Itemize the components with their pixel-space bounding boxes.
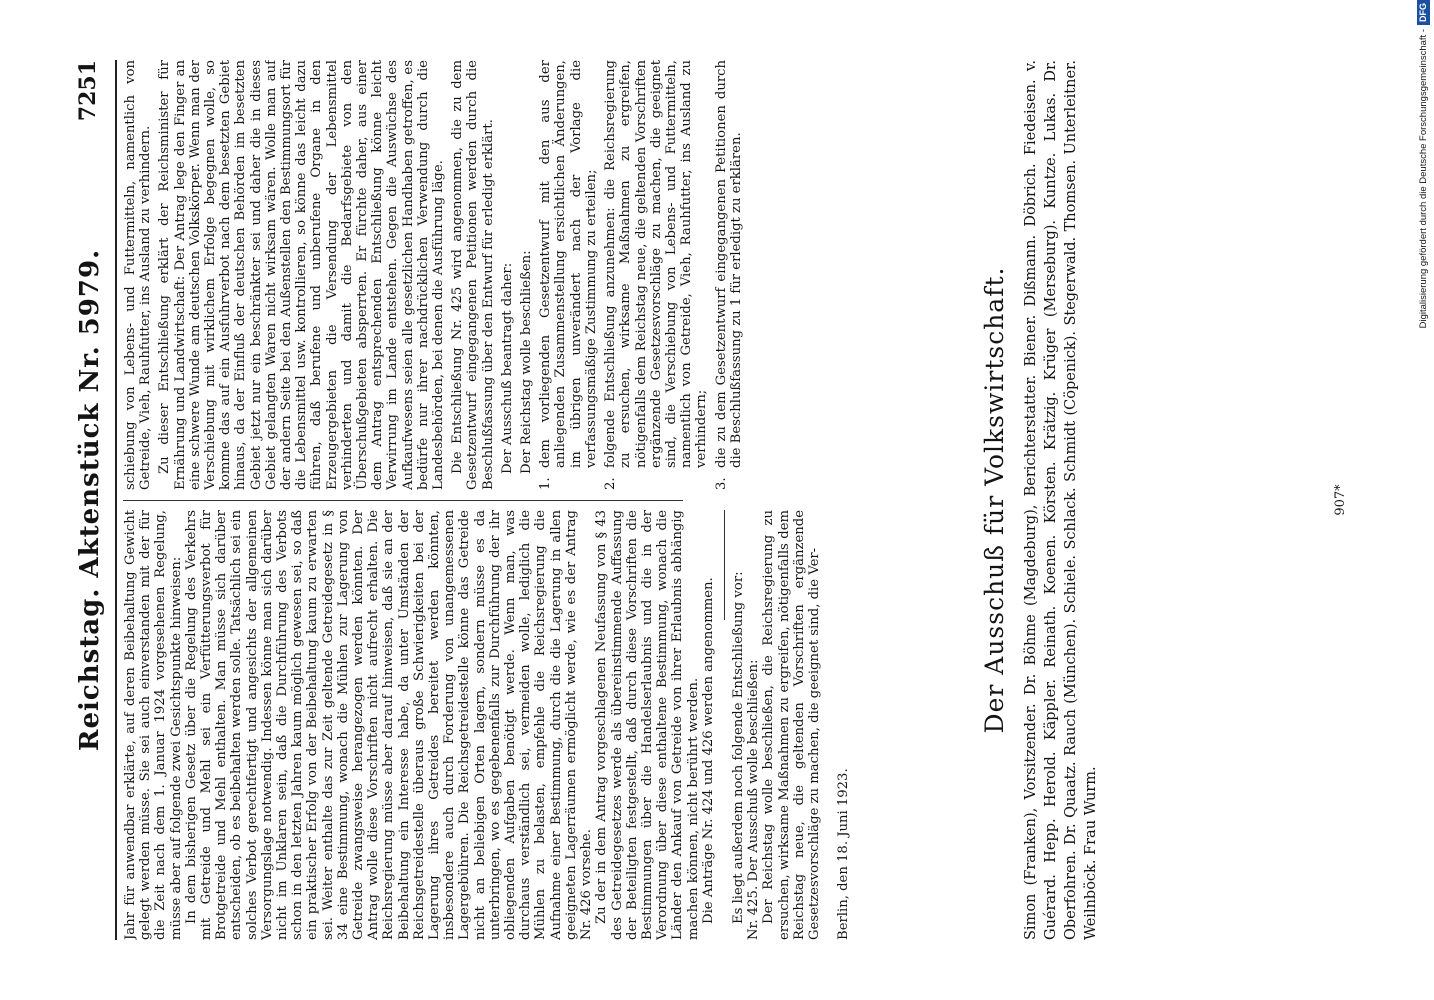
digitization-credit	[1414, 0, 1434, 1000]
date-line: Berlin, den 18. Juni 1923.	[836, 768, 852, 940]
motion-text: Der Reichstag wolle beschließen, die Reichsregierung zu ersuchen, wirksame Maßnahmen zu ergreifen, nötigenfalls dem Reichstag neue, die geltenden Vorschriften ergänzende Gesetzesvorschläge zu machen, die geeignet sind, die Ver-	[761, 510, 822, 940]
item-text: folgende Entschließung anzunehmen: die Reichsregierung zu ersuchen, wirksame Maßnahmen zu ergreifen, nötigenfalls dem Reichstag neue, die geltenden Vorschriften ergänzende Gesetzesvorschläge zu machen, die geeignet sind, die Verschiebung von Lebens- und Futtermitteln, namentlich von Getreide, Vieh, Rauhfutter, ins Ausland zu verhindern;	[603, 60, 710, 468]
credit-text: Digitalisierung gefördert durch die Deutsche Forschungsgemeinschaft -	[1418, 29, 1429, 329]
item-number: 3.	[713, 477, 729, 490]
resolve-intro: Der Reichstag wolle beschließen:	[519, 250, 535, 474]
section-rule	[724, 510, 725, 620]
body-paragraph: Die Entschließung Nr. 425 wird angenommen, die zu dem Gesetzentwurf eingegangenen Petitionen werden durch die Beschlußfassung über den Entwurf für erledigt erklärt.	[450, 60, 496, 490]
motion-intro: Es liegt außerdem noch folgende Entschließung vor:	[730, 571, 746, 924]
left-column	[123, 510, 968, 940]
header-rule	[115, 60, 117, 940]
item-number: 1.	[538, 477, 554, 490]
committee-members: Simon (Franken), Vorsitzender. Dr. Böhme (Magdeburg), Berichterstatter. Biener. Dißmann. Döbrich. Fiedeisen. v. Guérard. Hepp. Herold. Käppler. Reinath. Koenen. Körsten. Krätzig. Krüger (Merseburg). Kuntze. Lukas. Dr. Oberfohren. Dr. Quaatz. Rauch (München). Schiele. Schlack. Schmidt (Cöpenick). Stegerwald. Thomsen. Unterleitner. Weilnböck. Frau Wurm.	[1023, 60, 1099, 940]
body-paragraph: In dem bisherigen Gesetz über die Regelung des Verkehrs mit Getreide und Mehl sei ein Verfütterungsverbot für Brotgetreide und Mehl enthalten. Man müsse sich darüber entscheiden, ob es beibehalten werden solle. Tatsächlich sei ein solches Verbot gerechtfertigt und angesichts der allgemeinen Versorgungslage notwendig. Indessen könne man sich darüber nicht im Unklaren sein, daß die Durchführung des Verbots schon in den letzten Jahren kaum möglich gewesen sei, so daß ein praktischer Erfolg von der Beibehaltung kaum zu erwarten sei. Weiter enthalte das zur Zeit geltende Getreidegesetz in § 34 eine Bestimmung, wonach die Mühlen zur Lagerung von Getreide zwangsweise herangezogen werden könnten. Der Antrag wolle diese Vorschriften nicht aufrecht erhalten. Die Reichsregierung müsse aber darauf hinweisen, daß sie an der Beibehaltung ein Interesse habe, da unter Umständen der Reichsgetreidestelle überaus große Schwierigkeiten bei der Lagerung ihres Getreides bereitet werden könnten, insbesondere auch durch Forderung von unangemessenen Lagergebühren. Die Reichsgetreidestelle könne das Getreide nicht an beliebigen Orten lagern, sondern müsse es da unterbringen, wo es gegebenenfalls zur Durchführung der ihr obliegenden Aufgaben benötigt werde. Wenn man, was durchaus verständlich sei, vermeiden wolle, lediglich die Mühlen zu belasten, empfehle die Reichsregierung die Aufnahme einer Bestimmung, durch die die Lagerung in allen geeigneten Lagerräumen ermöglicht werde, wie es der Antrag Nr. 426 vorsehe.	[183, 510, 595, 940]
body-paragraph: Die Anträge Nr. 424 und 426 werden angenommen.	[700, 577, 716, 924]
committee-block	[980, 60, 1101, 940]
continuation-text: schiebung von Lebens- und Futtermitteln, namentlich von Getreide, Vieh, Rauhfutter, ins Ausland zu verhindern.	[123, 60, 154, 490]
committee-title: Der Ausschuß für Volkswirtschaft.	[980, 266, 1009, 734]
item-number: 2.	[603, 477, 619, 490]
header-title: Reichstag. Aktenstück Nr. 5979.	[75, 248, 105, 752]
document-page	[75, 60, 1365, 940]
resolution-item	[714, 60, 744, 490]
header-page-number: 7251	[75, 60, 101, 122]
item-text: dem vorliegenden Gesetzentwurf mit den aus der anliegenden Zusammenstellung ersichtlichen Änderungen, im übrigen unverändert nach der Vorlage die verfassungsmäßige Zustimmung zu erteilen;	[538, 60, 599, 468]
body-paragraph: Jahr für anwendbar erklärte, auf deren Beibehaltung Gewicht gelegt werden müsse. Sie sei auch einverstanden mit der für die Zeit nach dem 1. Januar 1924 vorgesehenen Regelung, müsse aber auf folgende zwei Gesichtspunkte hinweisen:	[123, 510, 184, 940]
page-header	[75, 60, 109, 940]
body-paragraph: Zu dieser Entschließung erklärt der Reichsminister für Ernährung und Landwirtschaft: Der Antrag lege den Finger an eine schwere Wunde am deutschen Volkskörper. Wenn man der Verschiebung mit wirklichem Erfolge begegnen wolle, so komme das auf ein Ausfuhrverbot nach dem besetzten Gebiet hinaus, da der Einfluß der deutschen Behörden im besetzten Gebiet jetzt nur ein beschränkter sei und daher die in dieses Gebiet gelangten Waren nicht wirksam wären. Wolle man auf der andern Seite bei den Außenstellen den Bestimmungsort für die Lebensmittel usw. kontrollieren, so könne das leicht dazu führen, daß berufene und unberufene Organe in den Erzeugergebieten die Versendung der Lebensmittel verhinderten und damit die Bedarfsgebiete von den Überschußgebieten absperrten. Er fürchte daher, aus einer dem Antrag entsprechenden Entschließung könne leicht Verwirrung im Lande entstehen. Gegen die Auswüchse des Aufkaufwesens seien alle gesetzlichen Handhaben getroffen, es bedürfe nur ihrer nachdrücklichen Verwendung durch die Landesbehörden, bei denen die Ausführung läge.	[157, 60, 447, 490]
text-columns	[123, 60, 968, 940]
item-text: die zu dem Gesetzentwurf eingegangenen Petitionen durch die Beschlußfassung zu 1 für erledigt zu erklären.	[713, 60, 744, 468]
motion-label: Nr. 425. Der Ausschuß wolle beschließen:	[746, 659, 762, 940]
right-column	[123, 60, 968, 490]
resolution-item	[603, 60, 709, 490]
proposal-intro: Der Ausschuß beantragt daher:	[499, 262, 515, 474]
body-paragraph: Zu der in dem Antrag vorgeschlagenen Neufassung von § 43 des Getreidegesetzes werde als übereinstimmende Auffassung der Beteiligten festgestellt, daß durch diese Vorschriften die Bestimmungen über die Handelserlaubnis und die in der Verordnung über diese enthaltene Bestimmung, wonach die Länder den Ankauf von Getreide von ihrer Erlaubnis abhängig machen können, nicht berührt werden.	[594, 510, 701, 940]
dfg-logo: DFG	[1417, 0, 1430, 25]
resolution-item	[538, 60, 599, 490]
sheet-number: 907*	[1333, 484, 1348, 516]
